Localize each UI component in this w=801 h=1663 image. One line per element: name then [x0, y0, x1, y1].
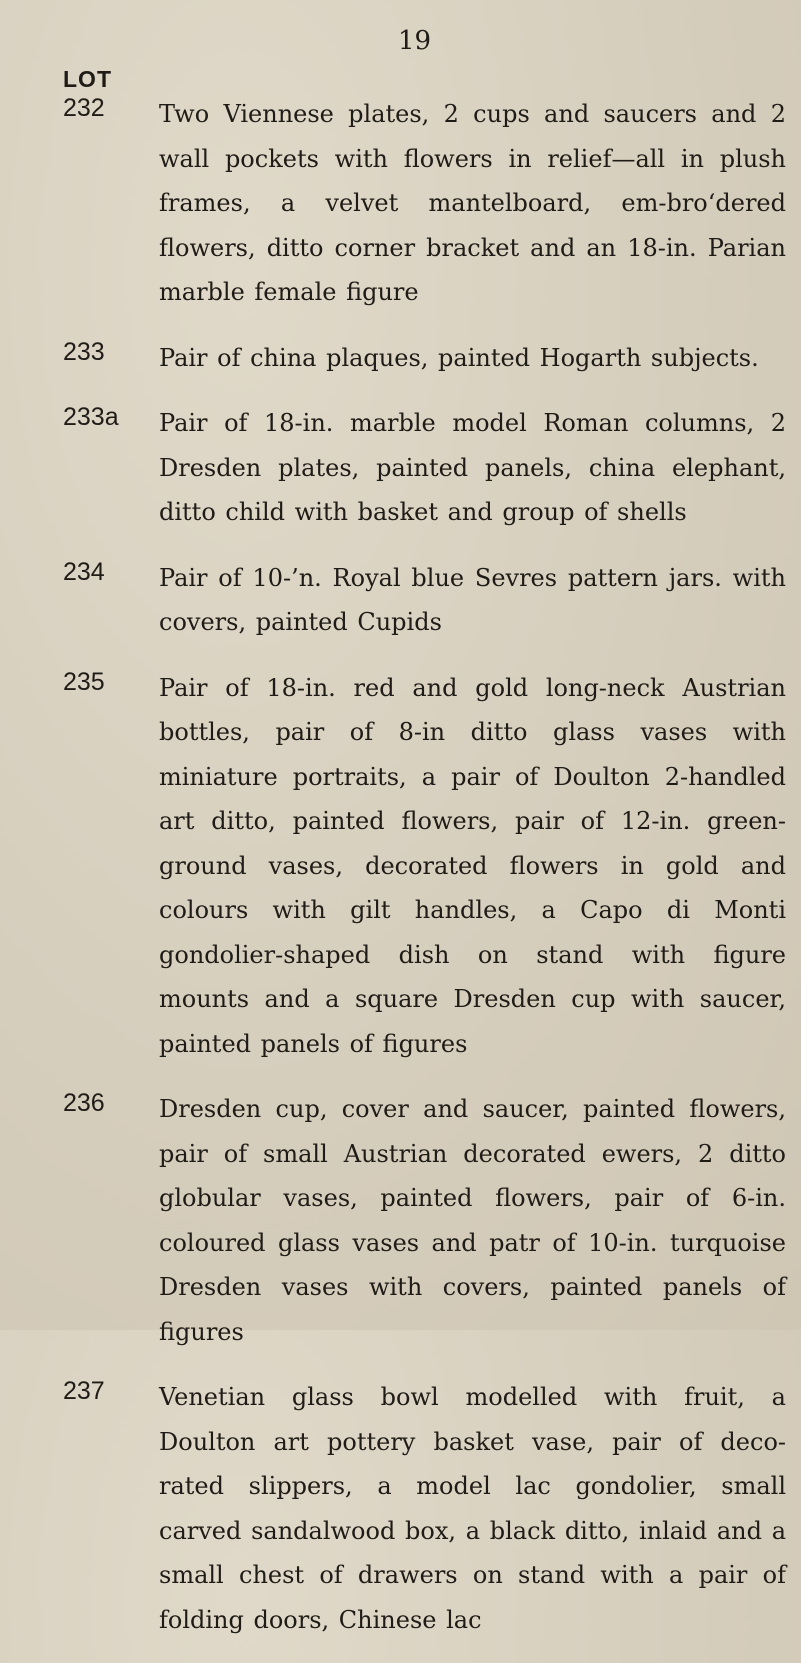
- lot-entry-233: [0, 336, 801, 381]
- lot-description: Pair of 10-’n. Royal blue Sevres pattern jars. with covers, painted Cupids: [159, 563, 786, 636]
- lot-column-header: LOT: [63, 66, 112, 92]
- lot-number: 237: [63, 1377, 105, 1405]
- lot-entry-233a: [0, 401, 801, 535]
- lot-number: 234: [63, 557, 105, 586]
- lot-entry-232: [0, 92, 801, 315]
- lot-entry-235: [0, 666, 801, 1067]
- lot-entry-236: [0, 1087, 801, 1354]
- lot-number: 233a: [63, 403, 119, 431]
- lot-entry-237: [0, 1375, 801, 1642]
- lot-list: [0, 92, 801, 1663]
- lot-description: Venetian glass bowl modelled with fruit, a Doulton art pottery basket vase, pair of deco-rated slippers, a model lac gondolier, small carved sandalwood box, a black ditto, inlaid and a small chest of drawers on stand with a pair of folding doors, Chinese lac: [159, 1383, 786, 1634]
- lot-number: 232: [63, 94, 105, 122]
- lot-description: Pair of 18-in. marble model Roman columns, 2 Dresden plates, painted panels, china elephant, ditto child with basket and group of shells: [159, 409, 786, 526]
- lot-description: Pair of 18-in. red and gold long-neck Austrian bottles, pair of 8-in ditto glass vases with miniature portraits, a pair of Doulton 2-handled art ditto, painted flowers, pair of 12-in. green-ground vases, decorated flowers in gold and colours with gilt handles, a Capo di Monti gondolier-shaped dish on stand with figure mounts and a square Dresden cup with saucer, painted panels of figures: [159, 673, 786, 1058]
- lot-number: 235: [63, 667, 105, 696]
- lot-description: Two Viennese plates, 2 cups and saucers and 2 wall pockets with flowers in relief—all in plush frames, a velvet mantelboard, em-bro‘dered flowers, ditto corner bracket and an 18-in. Parian marble female figure: [159, 100, 786, 306]
- lot-number: 233: [63, 337, 105, 366]
- lot-description: Pair of china plaques, painted Hogarth subjects.: [159, 343, 759, 372]
- page-number: 19: [398, 26, 432, 56]
- lot-description: Dresden cup, cover and saucer, painted flowers, pair of small Austrian decorated ewers, 2 ditto globular vases, painted flowers, pair of 6-in. coloured glass vases and patr of 10-in. turquoise Dresden vases with covers, painted panels of figures: [159, 1095, 786, 1346]
- lot-entry-234: [0, 556, 801, 645]
- lot-number: 236: [63, 1089, 105, 1117]
